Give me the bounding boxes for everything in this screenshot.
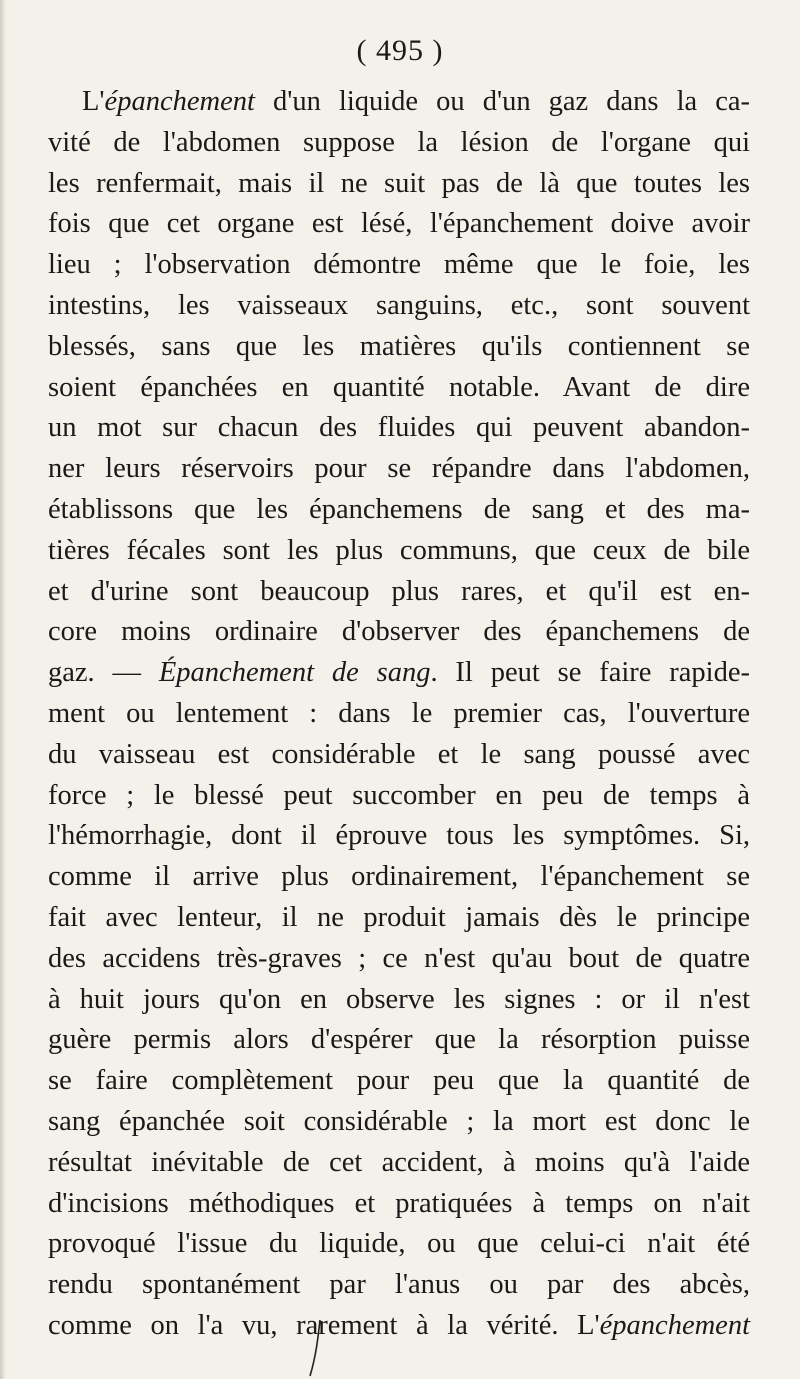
text-run: ner leurs réservoirs pour se répandre dans l'abdomen, [48,453,750,485]
text-line [48,694,750,735]
text-run: rendu spontanément par l'anus ou par des abcès, [48,1269,750,1301]
ink-stroke-mark [306,1318,326,1378]
page-edge-shadow [0,0,6,1379]
text-run: d'incisions méthodiques et pratiquées à temps on n'ait [48,1187,750,1219]
italic-text: Épanchement de sang [158,657,431,689]
text-line [48,1224,750,1265]
text-line [48,735,750,776]
text-run: un mot sur chacun des fluides qui peuvent abandon- [48,412,750,444]
text-run: vité de l'abdomen suppose la lésion de l'organe qui [48,126,750,158]
text-line [48,245,750,286]
text-line [48,857,750,898]
text-run: L' [82,86,105,117]
text-run: et d'urine sont beaucoup plus rares, et qu'il est en- [48,575,750,607]
text-line [48,1061,750,1102]
text-run: intestins, les vaisseaux sanguins, etc., sont souvent [48,289,750,321]
text-line [48,612,750,653]
text-line [48,898,750,939]
text-line [48,653,750,694]
text-run: core moins ordinaire d'observer des épanchemens de [48,616,750,648]
text-line [48,449,750,490]
text-line [48,776,750,817]
text-run: lieu ; l'observation démontre même que le foie, les [48,249,750,281]
text-line [48,82,750,123]
text-run: comme on l'a vu, rarement à la vérité. L' [48,1309,600,1341]
text-line [48,327,750,368]
text-line [48,1265,750,1306]
text-line [48,490,750,531]
text-line [48,1306,750,1347]
text-run: fois que cet organe est lésé, l'épanchement doive avoir [48,208,750,240]
text-run: blessés, sans que les matières qu'ils contiennent se [48,330,750,362]
text-run: établissons que les épanchemens de sang et des ma- [48,493,750,525]
text-line [48,123,750,164]
text-line [48,980,750,1021]
text-run: comme il arrive plus ordinairement, l'épanchement se [48,861,750,893]
text-line [48,164,750,205]
text-run: l'hémorrhagie, dont il éprouve tous les symptômes. Si, [48,820,750,852]
text-run: soient épanchées en quantité notable. Avant de dire [48,371,750,403]
text-run: les renfermait, mais il ne suit pas de là que toutes les [48,167,750,199]
text-run: fait avec lenteur, il ne produit jamais dès le principe [48,901,750,933]
text-line [48,408,750,449]
text-run: . Il peut se faire rapide- [430,657,750,689]
text-run: des accidens très-graves ; ce n'est qu'au bout de quatre [48,942,750,974]
text-run: sang épanchée soit considérable ; la mort est donc le [48,1105,750,1137]
text-line [48,531,750,572]
text-line [48,816,750,857]
text-run: du vaisseau est considérable et le sang poussé avec [48,738,750,770]
text-line [48,939,750,980]
text-line [48,1102,750,1143]
text-line [48,368,750,409]
italic-text: épanchement [599,1309,750,1341]
text-run: guère permis alors d'espérer que la résorption puisse [48,1024,750,1056]
body-paragraph [48,82,750,1347]
page-number: ( 495 ) [356,34,444,67]
italic-text: épanchement [104,86,255,117]
text-run: provoqué l'issue du liquide, ou que celui-ci n'ait été [48,1228,750,1260]
text-line [48,204,750,245]
text-line [48,572,750,613]
text-run: à huit jours qu'on en observe les signes : or il n'est [48,983,750,1015]
text-run: force ; le blessé peut succomber en peu de temps à [48,779,750,811]
text-run: gaz. — [48,657,159,689]
text-line [48,1184,750,1225]
text-run: résultat inévitable de cet accident, à moins qu'à l'aide [48,1146,750,1178]
text-line [48,286,750,327]
text-run: ment ou lentement : dans le premier cas, l'ouverture [48,697,750,729]
text-line [48,1020,750,1061]
text-run: se faire complètement pour peu que la quantité de [48,1065,750,1097]
text-line [48,1143,750,1184]
text-run: tières fécales sont les plus communs, que ceux de bile [48,534,750,566]
text-run: d'un liquide ou d'un gaz dans la ca- [254,86,750,117]
